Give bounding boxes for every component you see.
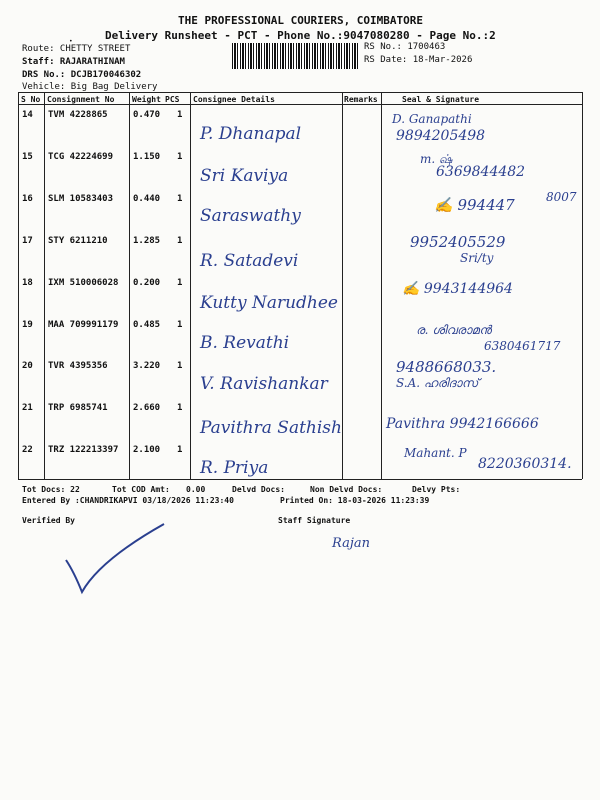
seal-line-1: Pavithra 9942166666 (386, 416, 539, 432)
row-sno: 18 (22, 278, 33, 288)
table-row (0, 396, 600, 438)
row-consignment: TVR 4395356 (48, 361, 108, 371)
seal-line-1: Mahant. P (404, 446, 467, 460)
seal-line-1: 9952405529 (410, 233, 506, 251)
row-pcs: 1 (177, 320, 183, 330)
table-row (0, 313, 600, 354)
company-name: THE PROFESSIONAL COURIERS, COIMBATORE (178, 14, 424, 27)
row-consignment: STY 6211210 (48, 236, 108, 246)
row-pcs: 1 (177, 403, 183, 413)
row-pcs: 1 (177, 110, 183, 120)
delivery-points: Delvy Pts: (412, 485, 461, 494)
rs-date: RS Date: 18-Mar-2026 (364, 55, 473, 65)
total-docs: Tot Docs: 22 (22, 485, 80, 494)
row-weight: 3.220 (133, 361, 161, 371)
row-pcs: 1 (177, 361, 183, 371)
row-weight: 0.470 (133, 110, 161, 120)
drs-number: DRS No.: DCJB170046302 (22, 70, 142, 80)
consignee-name: P. Dhanapal (200, 124, 302, 144)
consignee-name: Sri Kaviya (200, 166, 289, 186)
consignee-name: V. Ravishankar (200, 374, 328, 394)
row-pcs: 1 (177, 152, 183, 162)
table-row (0, 104, 600, 146)
checkmark-icon (60, 520, 170, 600)
printed-on: Printed On: 18-03-2026 11:23:39 (280, 496, 430, 505)
header-pcs: PCS (165, 95, 180, 104)
barcode (232, 43, 360, 69)
row-weight: 0.440 (133, 194, 161, 204)
vehicle: Vehicle: Big Bag Delivery (22, 82, 158, 92)
verified-by-label: Verified By (22, 516, 75, 525)
non-delivered-docs: Non Delvd Docs: (310, 485, 383, 494)
header-seal: Seal & Signature (402, 95, 480, 104)
seal-line-1: ✍ 9943144964 (402, 281, 513, 297)
row-sno: 22 (22, 445, 33, 455)
consignee-name: Pavithra Sathish (200, 418, 342, 438)
table-row (0, 146, 600, 188)
row-sno: 20 (22, 361, 33, 371)
seal-line-1: 9488668033. (396, 358, 497, 376)
consignee-name: R. Priya (200, 458, 269, 478)
row-weight: 1.285 (133, 236, 161, 246)
seal-line-2: 6369844482 (436, 164, 526, 180)
header-weight: Weight (132, 95, 161, 104)
table-row (0, 354, 600, 396)
consignee-name: Saraswathy (200, 206, 301, 226)
dot-mark: • (69, 38, 73, 45)
staff-signature-mark: Rajan (332, 536, 370, 551)
consignee-name: R. Satadevi (200, 251, 299, 271)
row-consignment: SLM 10583403 (48, 194, 114, 204)
table-row (0, 438, 600, 479)
delivered-docs: Delvd Docs: (232, 485, 285, 494)
seal-line-2: 9894205498 (396, 128, 486, 144)
staff: Staff: RAJARATHINAM (22, 57, 125, 67)
seal-line-1: ✍ 994447 (434, 196, 515, 214)
row-consignment: TCG 42224699 (48, 152, 114, 162)
table-row (0, 229, 600, 271)
row-consignment: TVM 4228865 (48, 110, 108, 120)
row-consignment: MAA 709991179 (48, 320, 119, 330)
row-weight: 0.200 (133, 278, 161, 288)
route: Route: CHETTY STREET (22, 44, 131, 54)
row-sno: 19 (22, 320, 33, 330)
row-sno: 21 (22, 403, 33, 413)
row-sno: 16 (22, 194, 33, 204)
seal-line-2: S.A. ഹരിദാസ് (396, 376, 479, 390)
row-weight: 1.150 (133, 152, 161, 162)
seal-line-2: Sri/ty (460, 251, 494, 265)
seal-line-1: m. ஷ் (420, 152, 453, 166)
row-consignment: TRP 6985741 (48, 403, 108, 413)
total-cod-label: Tot COD Amt: (112, 485, 170, 494)
rs-number: RS No.: 1700463 (364, 42, 446, 52)
seal-line-1: ര. ശിവരാമൻ (416, 323, 492, 337)
header-consignment: Consignment No (47, 95, 115, 104)
table-row (0, 271, 600, 313)
seal-line-1: D. Ganapathi (392, 112, 472, 126)
seal-line-2: 6380461717 (484, 339, 561, 353)
row-consignment: IXM 510006028 (48, 278, 119, 288)
table-row (0, 188, 600, 229)
row-pcs: 1 (177, 194, 183, 204)
row-weight: 0.485 (133, 320, 161, 330)
entered-by: Entered By :CHANDRIKAPVI 03/18/2026 11:23:40 (22, 496, 234, 505)
runsheet-title: Delivery Runsheet - PCT - Phone No.:9047080280 - Page No.:2 (105, 29, 496, 42)
header-consignee: Consignee Details (193, 95, 275, 104)
consignee-name: Kutty Narudhee (200, 293, 338, 313)
row-consignment: TRZ 122213397 (48, 445, 119, 455)
header-sno: S No (21, 95, 41, 104)
row-sno: 17 (22, 236, 33, 246)
consignee-name: B. Revathi (200, 333, 290, 353)
seal-line-2: 8007 (546, 190, 577, 204)
seal-line-2: 8220360314. (478, 456, 572, 472)
total-cod-value: 0.00 (186, 485, 206, 494)
row-pcs: 1 (177, 445, 183, 455)
staff-signature-label: Staff Signature (278, 516, 351, 525)
row-weight: 2.100 (133, 445, 161, 455)
row-sno: 14 (22, 110, 33, 120)
row-sno: 15 (22, 152, 33, 162)
row-pcs: 1 (177, 278, 183, 288)
row-weight: 2.660 (133, 403, 161, 413)
row-pcs: 1 (177, 236, 183, 246)
header-remarks: Remarks (344, 95, 378, 104)
